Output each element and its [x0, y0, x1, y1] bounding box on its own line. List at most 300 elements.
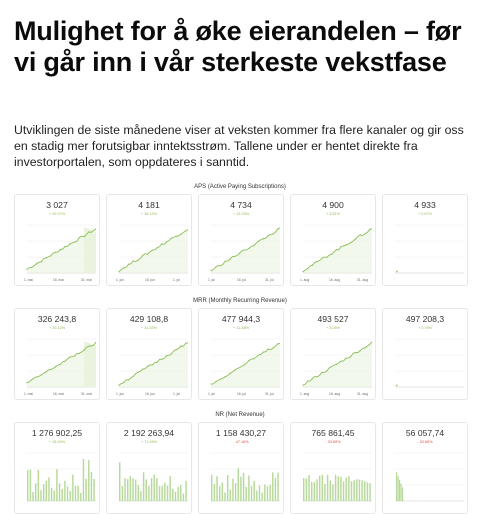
revenue-bar: [332, 484, 333, 501]
revenue-bar: [222, 482, 223, 501]
kpi-value: 1 158 430,27: [215, 428, 267, 438]
data-point: [312, 378, 313, 379]
kpi-card: [382, 422, 468, 514]
data-point: [180, 345, 181, 346]
x-tick-label: 1. jul: [173, 278, 180, 282]
x-tick-label: 1. mai: [24, 278, 33, 282]
section-title-nr: NR (Net Revenue): [215, 412, 265, 418]
revenue-bar: [364, 481, 365, 501]
data-point: [128, 264, 129, 265]
revenue-bar: [369, 483, 370, 501]
data-point: [185, 230, 186, 231]
revenue-bar: [261, 493, 262, 501]
data-point: [79, 237, 80, 238]
data-point: [225, 261, 226, 262]
kpi-change: + 0.75%: [417, 326, 433, 330]
x-tick-label: 16. jun: [145, 392, 155, 396]
kpi-change: + 3.26%: [325, 326, 341, 330]
sparkline-chart: [293, 335, 374, 391]
revenue-bar: [122, 486, 123, 501]
revenue-bar: [154, 475, 155, 501]
revenue-bar: [35, 483, 36, 501]
revenue-bar: [27, 470, 28, 501]
revenue-bar: [356, 479, 357, 501]
revenue-bar: [43, 484, 44, 501]
data-point: [41, 261, 42, 262]
revenue-bar: [269, 485, 270, 501]
kpi-value: 4 900: [322, 200, 344, 210]
data-point: [142, 368, 143, 369]
kpi-change: + 18.40%: [48, 440, 66, 444]
data-point: [26, 269, 27, 270]
revenue-bar: [322, 475, 323, 501]
data-point: [321, 372, 322, 373]
data-point: [364, 233, 365, 234]
data-point: [152, 364, 153, 365]
data-point: [60, 249, 61, 250]
data-point: [93, 230, 94, 231]
revenue-bar: [308, 475, 309, 501]
revenue-bar: [127, 479, 128, 501]
kpi-card: [290, 422, 376, 514]
revenue-bar: [48, 477, 49, 501]
data-point: [50, 255, 51, 256]
data-point: [277, 229, 278, 230]
revenue-bar: [230, 490, 231, 501]
revenue-bar: [56, 469, 57, 501]
data-point: [60, 364, 61, 365]
revenue-bar: [267, 486, 268, 501]
revenue-bar: [345, 478, 346, 501]
x-tick-label: 16. aug: [329, 278, 340, 282]
revenue-bar: [59, 483, 60, 501]
revenue-bar: [253, 481, 254, 501]
revenue-bar: [402, 488, 403, 501]
kpi-card: [382, 194, 468, 286]
data-point: [239, 367, 240, 368]
kpi-value: 2 192 263,94: [123, 428, 175, 438]
revenue-bar: [227, 475, 228, 501]
data-point: [229, 373, 230, 374]
revenue-bar: [146, 479, 147, 501]
x-tick-label: 1. mai: [24, 392, 33, 396]
data-point: [225, 376, 226, 377]
x-tick-label: 31. jul: [265, 392, 274, 396]
data-point: [123, 382, 124, 383]
revenue-bar: [38, 470, 39, 501]
data-point: [176, 236, 177, 237]
data-point: [336, 364, 337, 365]
revenue-bar: [124, 478, 125, 501]
data-point: [64, 246, 65, 247]
data-point: [263, 351, 264, 352]
sparkline-chart: [17, 221, 98, 277]
data-point: [128, 379, 129, 380]
revenue-bar: [348, 476, 349, 501]
revenue-bar: [135, 480, 136, 501]
sparkline-chart: [109, 335, 190, 391]
revenue-bar: [172, 489, 173, 501]
revenue-bar: [367, 482, 368, 501]
data-point: [31, 379, 32, 380]
revenue-bar: [72, 475, 73, 501]
kpi-card: [14, 308, 100, 400]
data-point: [142, 255, 143, 256]
data-point: [258, 240, 259, 241]
kpi-change: + 20.12%: [48, 326, 66, 330]
sparkline-chart: [17, 335, 98, 391]
data-point: [74, 242, 75, 243]
x-tick-label: 31. aug: [357, 392, 368, 396]
data-point: [41, 374, 42, 375]
kpi-card: [14, 194, 100, 286]
data-point: [253, 245, 254, 246]
revenue-bar: [151, 478, 152, 501]
kpi-change: + 38.12%: [140, 212, 158, 216]
data-point: [229, 259, 230, 260]
revenue-bar: [248, 476, 249, 501]
revenue-bar: [54, 491, 55, 501]
data-point: [326, 370, 327, 371]
kpi-change: + 20.07%: [48, 212, 66, 216]
x-tick-label: 1. jul: [173, 392, 180, 396]
kpi-change: + 71.69%: [140, 440, 158, 444]
kpi-card: [106, 194, 192, 286]
data-point: [239, 253, 240, 254]
kpi-value: 1 276 902,25: [31, 428, 83, 438]
sparkline-chart: [201, 449, 282, 505]
data-point: [210, 383, 211, 384]
kpi-card: [290, 194, 376, 286]
data-point: [31, 267, 32, 268]
revenue-bar: [30, 470, 31, 501]
data-point: [326, 257, 327, 258]
data-point: [355, 352, 356, 353]
revenue-bar: [399, 480, 400, 501]
revenue-bar: [359, 480, 360, 501]
x-tick-label: 16. mai: [53, 392, 64, 396]
data-point: [272, 233, 273, 234]
data-point: [166, 241, 167, 242]
revenue-bar: [275, 478, 276, 501]
revenue-bar: [138, 485, 139, 501]
revenue-bar: [303, 478, 304, 501]
revenue-bar: [396, 472, 397, 501]
data-point: [364, 347, 365, 348]
data-point: [133, 376, 134, 377]
revenue-bar: [88, 460, 89, 501]
data-point: [331, 366, 332, 367]
x-tick-label: 16. mai: [53, 278, 64, 282]
x-tick-label: 1. jul: [208, 392, 215, 396]
revenue-bar: [69, 491, 70, 501]
sparkline-chart: [109, 449, 190, 505]
kpi-change: + 13.23%: [232, 212, 250, 216]
kpi-card: [382, 308, 468, 400]
kpi-value: 56 057,74: [405, 428, 445, 438]
kpi-change: - 47.16%: [233, 440, 249, 444]
revenue-bar: [235, 483, 236, 501]
data-point: [88, 231, 89, 232]
x-tick-label: 1. jun: [116, 278, 125, 282]
series-area: [211, 343, 280, 387]
sparkline-chart: [385, 335, 466, 391]
data-point: [302, 385, 303, 386]
revenue-bar: [343, 481, 344, 501]
kpi-value: 477 944,3: [221, 314, 261, 324]
revenue-bar: [232, 479, 233, 501]
kpi-card: [198, 194, 284, 286]
revenue-bar: [246, 487, 247, 501]
revenue-bar: [324, 484, 325, 501]
data-point: [64, 361, 65, 362]
sparkline-chart: [17, 449, 98, 505]
data-point: [180, 234, 181, 235]
revenue-bar: [80, 493, 81, 501]
kpi-value: 4 734: [230, 200, 252, 210]
revenue-bar: [167, 486, 168, 501]
revenue-bar: [164, 483, 165, 501]
x-tick-label: 16. jul: [237, 278, 246, 282]
revenue-bar: [77, 486, 78, 501]
kpi-card: [198, 308, 284, 400]
kpi-change: + 3.51%: [325, 212, 341, 216]
data-point: [317, 261, 318, 262]
revenue-bar: [316, 479, 317, 501]
data-point: [355, 239, 356, 240]
data-point: [147, 254, 148, 255]
data-point: [69, 243, 70, 244]
data-point: [268, 235, 269, 236]
data-point: [45, 371, 46, 372]
revenue-bar: [67, 486, 68, 501]
data-point: [74, 355, 75, 356]
data-point: [147, 366, 148, 367]
kpi-change: - 92.68%: [417, 440, 433, 444]
revenue-bar: [361, 480, 362, 501]
data-point: [268, 348, 269, 349]
revenue-bar: [132, 478, 133, 501]
data-point: [360, 234, 361, 235]
revenue-bar: [272, 472, 273, 501]
data-point: [307, 268, 308, 269]
data-point: [263, 238, 264, 239]
data-point: [210, 270, 211, 271]
x-tick-label: 31. jul: [265, 278, 274, 282]
data-point: [45, 257, 46, 258]
data-point: [55, 251, 56, 252]
revenue-bar: [175, 492, 176, 501]
data-point: [340, 360, 341, 361]
data-point: [234, 369, 235, 370]
data-point: [244, 364, 245, 365]
sparkline-chart: [109, 221, 190, 277]
revenue-bar: [277, 473, 278, 501]
data-point: [133, 260, 134, 261]
data-point: [317, 376, 318, 377]
sparkline-chart: [385, 449, 466, 505]
x-tick-label: 1. jun: [116, 392, 125, 396]
revenue-bar: [314, 482, 315, 501]
kpi-card: [290, 308, 376, 400]
revenue-bar: [185, 481, 186, 501]
data-point: [84, 236, 85, 237]
data-point: [369, 344, 370, 345]
x-tick-label: 16. aug: [329, 392, 340, 396]
data-point: [185, 343, 186, 344]
revenue-bar: [119, 462, 120, 501]
kpi-value: 4 933: [414, 200, 436, 210]
revenue-bar: [211, 475, 212, 501]
data-point: [118, 271, 119, 272]
revenue-bar: [140, 491, 141, 501]
revenue-bar: [219, 486, 220, 501]
data-point: [272, 348, 273, 349]
data-point: [171, 238, 172, 239]
data-point: [36, 263, 37, 264]
sparkline-chart: [293, 221, 374, 277]
data-point: [321, 257, 322, 258]
section-title-mrr: MRR (Monthly Recurring Revenue): [193, 298, 287, 304]
revenue-bar: [148, 486, 149, 501]
kpi-value: 493 527: [317, 314, 349, 324]
data-point: [215, 381, 216, 382]
data-point: [312, 265, 313, 266]
data-point: [171, 353, 172, 354]
kpi-value: 3 027: [46, 200, 68, 210]
article-headline: Mulighet for å øke eierandelen – før vi går inn i vår sterkeste vekstfase: [14, 16, 462, 77]
data-point: [88, 345, 89, 346]
data-point: [152, 250, 153, 251]
revenue-bar: [353, 480, 354, 501]
data-point: [161, 359, 162, 360]
revenue-bar: [330, 480, 331, 501]
x-tick-label: 1. aug: [300, 278, 310, 282]
kpi-value: 429 108,8: [129, 314, 169, 324]
revenue-bar: [264, 484, 265, 501]
revenue-bar: [91, 472, 92, 501]
data-point: [331, 254, 332, 255]
revenue-bar: [327, 475, 328, 501]
revenue-bar: [224, 492, 225, 501]
data-point: [123, 267, 124, 268]
revenue-bar: [183, 494, 184, 501]
data-point: [345, 244, 346, 245]
x-tick-label: 16. jul: [237, 392, 246, 396]
data-point: [215, 266, 216, 267]
data-point: [277, 343, 278, 344]
data-point: [137, 260, 138, 261]
revenue-bar: [240, 477, 241, 501]
data-point: [345, 357, 346, 358]
data-point: [350, 356, 351, 357]
data-point: [166, 355, 167, 356]
kpi-card: [14, 422, 100, 514]
data-point: [156, 362, 157, 363]
revenue-bar: [251, 486, 252, 501]
kpi-value: 4 181: [138, 200, 160, 210]
revenue-bar: [143, 472, 144, 501]
kpi-change: + 0.67%: [417, 212, 433, 216]
data-point: [350, 242, 351, 243]
data-point: [244, 249, 245, 250]
kpi-card: [106, 308, 192, 400]
data-point: [176, 349, 177, 350]
x-tick-label: 1. jul: [208, 278, 215, 282]
data-point: [248, 360, 249, 361]
data-point: [36, 376, 37, 377]
data-point: [248, 248, 249, 249]
revenue-bar: [335, 475, 336, 501]
kpi-card: [198, 422, 284, 514]
section-title-aps: APS (Active Paying Subscriptions): [194, 184, 286, 190]
article-lede: Utviklingen de siste månedene viser at veksten kommer fra flere kanaler og gir oss en stadig mer forutsigbar inntektsstrøm. Tallene under er hentet direkte fra investorportalen, som oppdateres i sanntid.: [14, 123, 464, 169]
revenue-bar: [340, 477, 341, 501]
revenue-bar: [243, 473, 244, 501]
data-point: [234, 256, 235, 257]
revenue-bar: [51, 488, 52, 501]
data-point: [69, 356, 70, 357]
revenue-bar: [40, 490, 41, 501]
x-tick-label: 31. mai: [81, 392, 92, 396]
revenue-bar: [238, 468, 239, 501]
kpi-change: - 33.89%: [325, 440, 341, 444]
data-point: [84, 350, 85, 351]
revenue-bar: [214, 484, 215, 501]
sparkline-chart: [201, 335, 282, 391]
data-point: [79, 353, 80, 354]
revenue-bar: [338, 476, 339, 501]
data-point: [307, 380, 308, 381]
kpi-change: + 31.53%: [140, 326, 158, 330]
revenue-bar: [351, 481, 352, 501]
revenue-bar: [177, 487, 178, 501]
data-point: [220, 265, 221, 266]
sparkline-chart: [385, 221, 466, 277]
revenue-bar: [75, 486, 76, 501]
data-point: [369, 229, 370, 230]
revenue-bar: [64, 481, 65, 501]
data-point: [360, 350, 361, 351]
revenue-bar: [306, 478, 307, 501]
kpi-value: 765 861,45: [311, 428, 355, 438]
revenue-bar: [161, 486, 162, 501]
data-point: [253, 358, 254, 359]
data-point: [161, 243, 162, 244]
sparkline-chart: [293, 449, 374, 505]
data-point: [258, 354, 259, 355]
revenue-bar: [46, 481, 47, 501]
data-point: [55, 366, 56, 367]
data-point: [26, 382, 27, 383]
data-point: [50, 369, 51, 370]
revenue-bar: [156, 478, 157, 501]
revenue-bar: [93, 479, 94, 501]
revenue-bar: [32, 492, 33, 501]
data-point: [93, 345, 94, 346]
revenue-bar: [180, 485, 181, 501]
revenue-bar: [401, 484, 402, 501]
revenue-bar: [311, 482, 312, 501]
data-point: [302, 271, 303, 272]
x-tick-label: 31. mai: [81, 278, 92, 282]
kpi-value: 326 243,8: [37, 314, 77, 324]
data-point: [137, 371, 138, 372]
revenue-bar: [259, 486, 260, 501]
x-tick-label: 31. aug: [357, 278, 368, 282]
sparkline-chart: [201, 221, 282, 277]
data-point: [220, 379, 221, 380]
